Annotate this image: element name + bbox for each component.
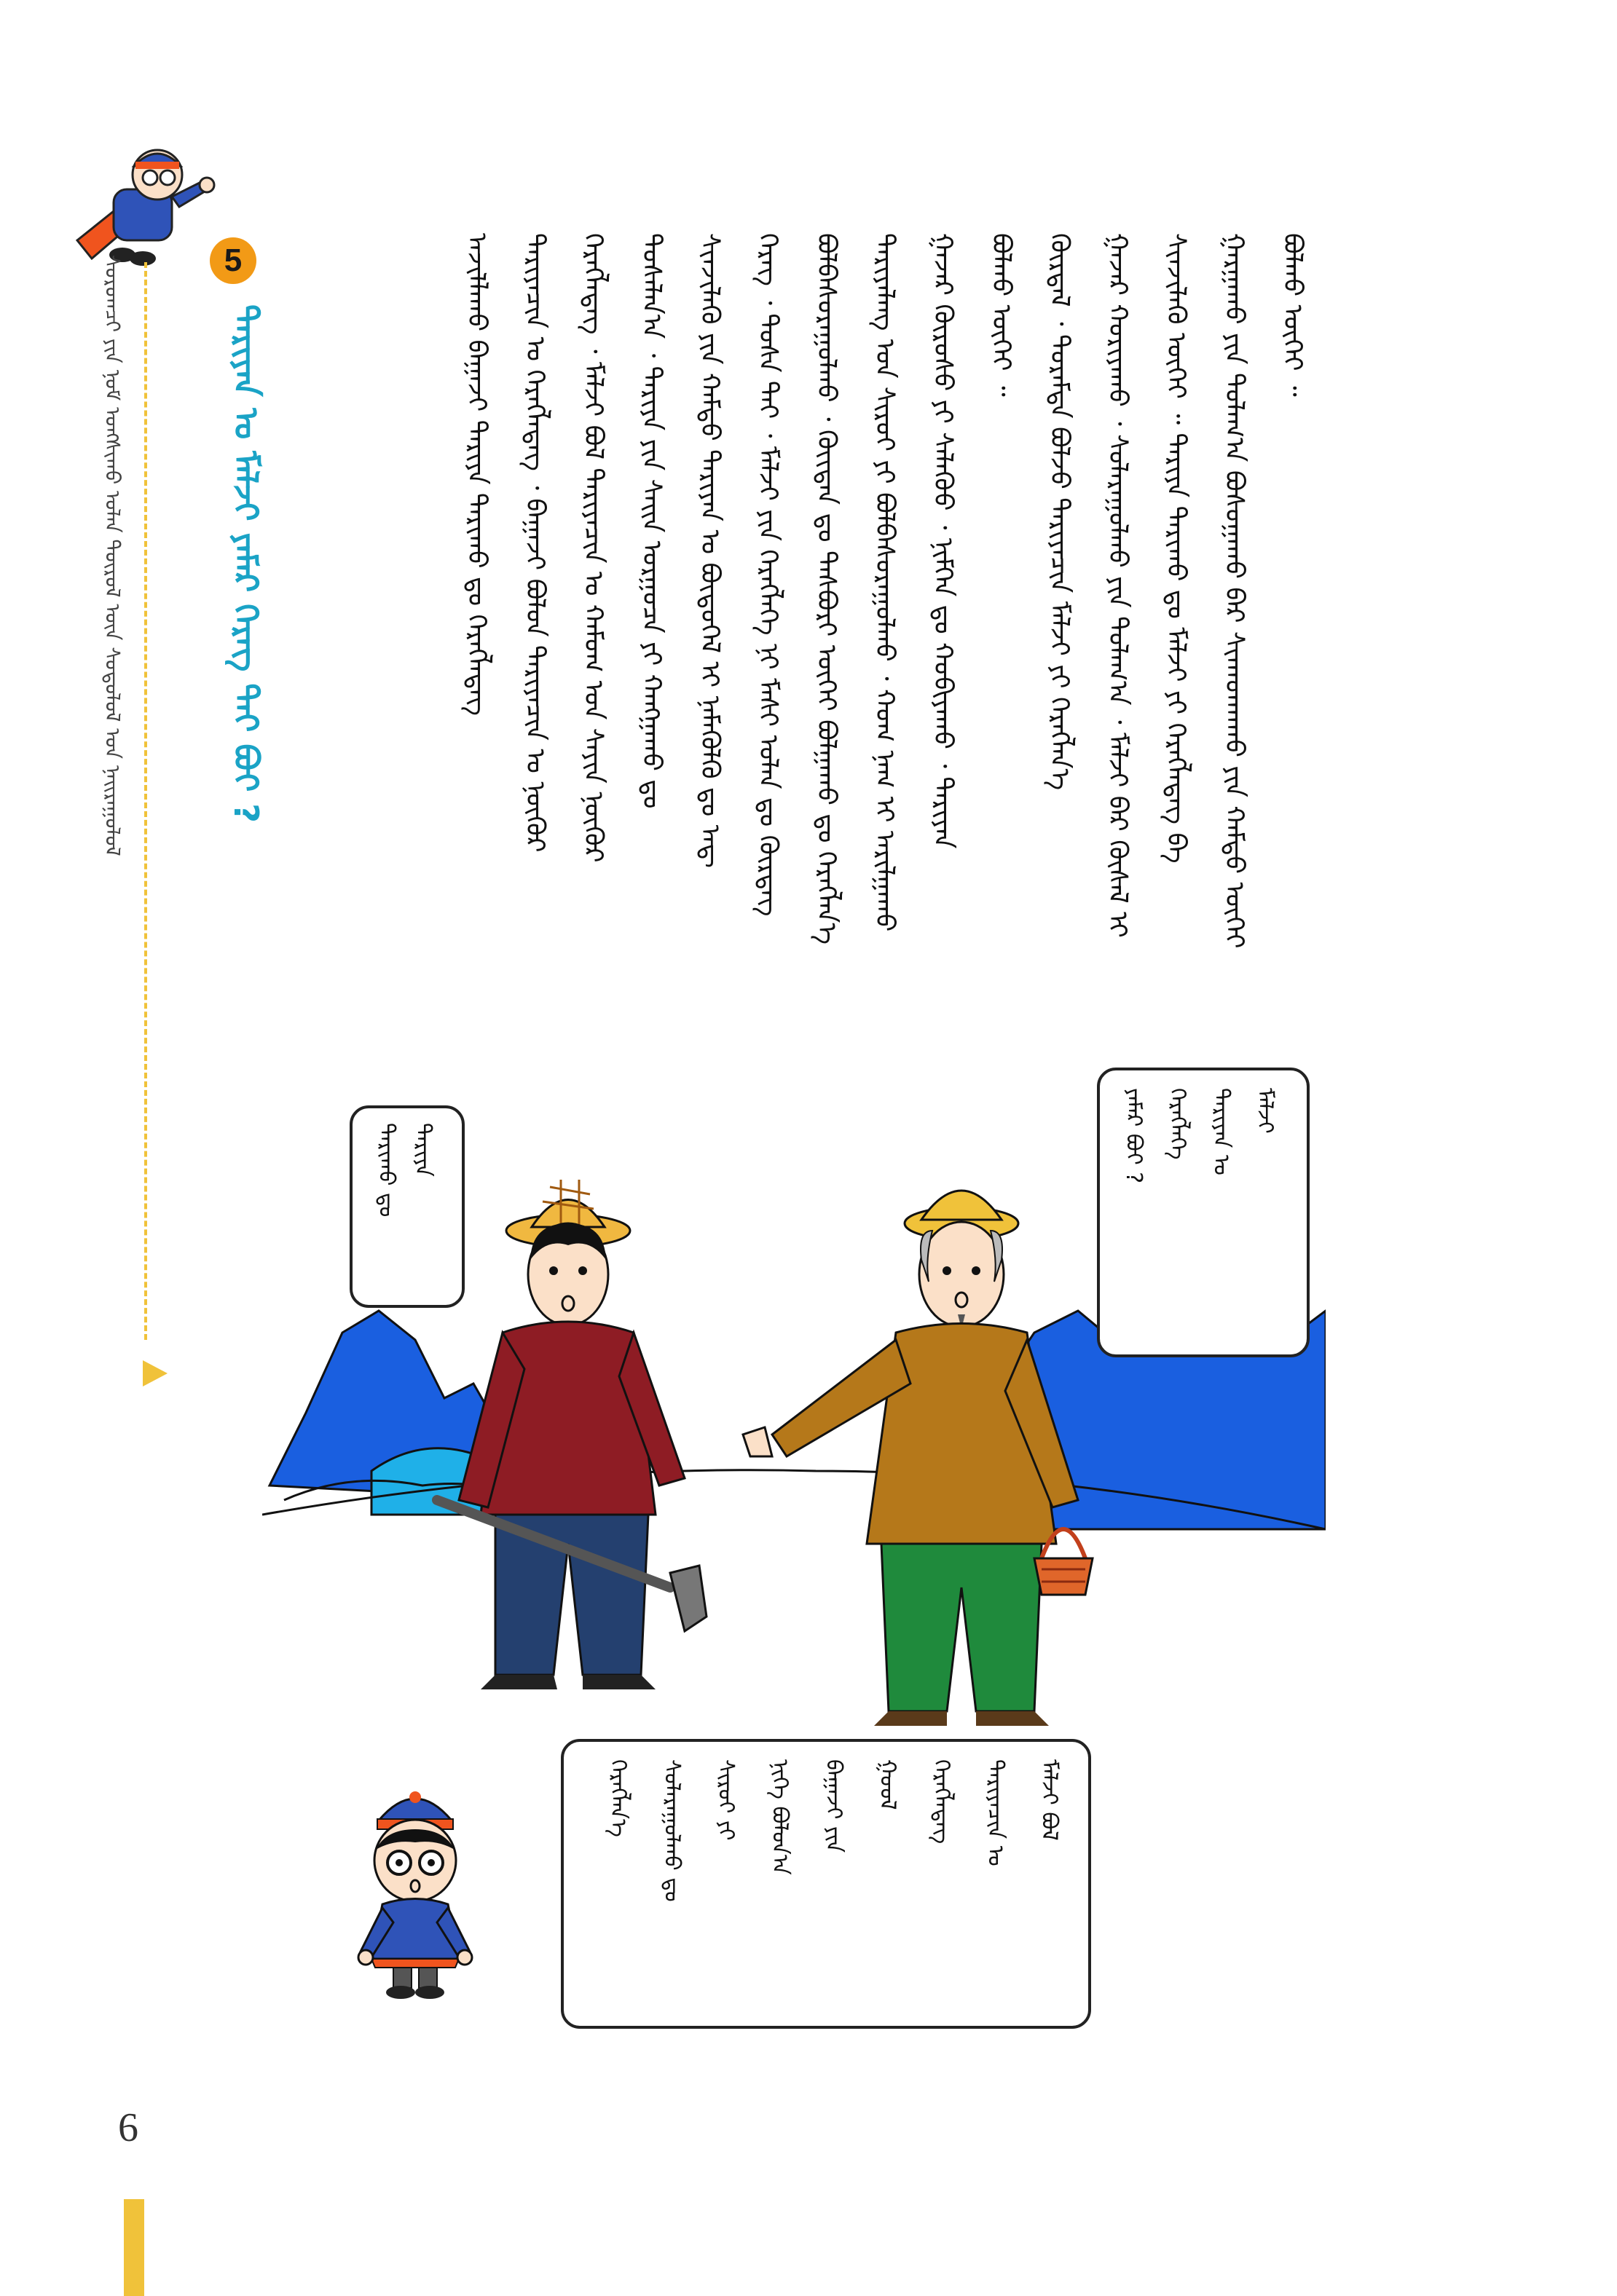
bubble-boy-line: ᠪᠠᠭᠠᠵᠢ ᠶᠢᠨ <box>821 1759 846 1853</box>
speech-bubble-farmer <box>350 1105 465 1308</box>
bubble-boy-line: ᠭᠣᠣᠯ <box>875 1759 900 1810</box>
bubble-boy-line: ᠨᠢᠭᠡ ᠪᠣᠯᠤᠨ᠎ᠠ <box>767 1759 792 1875</box>
page-number: 6 <box>118 2105 138 2150</box>
body-line: ᠪᠣᠯᠪᠠᠰᠤᠷᠠᠭᠤᠯᠬᠤ ᠂ ᠬᠦᠢᠲᠡᠨ ᠳᠤ ᠲᠡᠰᠪᠦᠷᠢ ᠦᠬᠡᠢ ᠪᠤᠯᠭᠠᠬᠤ ᠳᠤ ᠬᠡᠷᠡᠭᠯᠡᠨ᠎ᠡ <box>811 233 841 945</box>
body-line: ᠭᠠᠵᠠᠷ ᠬᠤᠷᠢᠶᠠᠬᠤ ᠂ ᠰᠤᠯᠠᠷᠠᠭᠤᠯᠬᠤ ᠶᠢᠨ ᠲᠤᠯᠠᠭ᠎ᠠ ᠂ ᠮᠠᠯᠵᠢ ᠪᠠᠷ ᠬᠥᠰᠡᠯ ᠢ <box>1103 233 1133 938</box>
body-line: ᠰᠢᠨᠵᠢᠯᠡᠬᠦ ᠦᠭᠡᠢ ᠃ ᠲᠠᠷᠢᠶᠠ ᠲᠠᠷᠢᠬᠤ ᠳᠤ ᠮᠠᠯᠵᠢ ᠶᠢ ᠬᠡᠷᠡᠭᠯᠡᠳᠡᠭ ᠪᠠ <box>1161 233 1191 864</box>
page-marker-bar <box>124 2199 144 2296</box>
body-line: ᠪᠤᠯᠬᠤ ᠦᠭᠡᠢ ᠃ <box>986 233 1016 397</box>
body-line: ᠭᠠᠷᠭᠠᠬᠤ ᠶᠢᠨ ᠲᠤᠯᠠᠭ᠎ᠠ ᠪᠤᠰᠤᠭᠠᠬᠤ ᠪᠠᠷ ᠰᠢᠬᠠᠳᠬᠠᠬᠤ ᠶᠢᠨ ᠬᠠᠮᠲᠤ ᠦᠭᠡᠢ <box>1219 233 1249 949</box>
body-line: ᠲᠤᠰᠠᠯᠠᠨ᠎ᠠ ᠂ ᠲᠠᠷᠢᠶᠠ ᠶᠢᠨ ᠰᠠᠢᠨ ᠤᠷᠭᠤᠴᠠ ᠶᠢ ᠬᠠᠩᠭᠠᠬᠤ ᠳᠤ <box>637 233 666 809</box>
section-number-badge: 5 <box>210 237 256 284</box>
bubble-elder-line: ᠮᠠᠯᠵᠢ <box>1252 1088 1278 1134</box>
speech-bubble-boy <box>561 1739 1091 2029</box>
flying-mascot <box>63 131 223 277</box>
section-title: ᠲᠠᠷᠢᠶᠠᠨ ᠤ ᠮᠠᠯᠵᠢ ᠶᠠᠮᠠᠷ ᠬᠡᠷᠡᠭ ᠲᠠᠢ ᠪᠤᠢ ? <box>227 304 266 823</box>
body-line: ᠭᠠᠵᠠᠷ ᠬᠥᠷᠦᠰᠦ ᠶᠢ ᠰᠡᠯᠡᠭᠦᠦ ᠂ ᠨᠢᠮᠭᠡᠨ ᠳᠤ ᠬᠤᠪᠢᠶᠠᠬᠤ ᠂ ᠲᠠᠷᠢᠶᠠᠨ <box>928 233 958 849</box>
body-line: ᠠᠵᠢᠯᠯᠠᠬᠤ ᠪᠠᠭᠠᠵᠢ ᠲᠠᠷᠢᠶᠠ ᠲᠠᠷᠢᠬᠤ ᠳᠤ ᠬᠡᠷᠡᠭᠯᠡᠳᠡᠭ <box>462 233 492 716</box>
bubble-boy-line: ᠬᠡᠷᠡᠭᠯᠡᠨ᠎ᠡ <box>605 1759 631 1837</box>
bubble-farmer-line: ᠲᠠᠷᠢᠬᠤ ᠳᠤ <box>374 1123 399 1218</box>
rail-arrow-icon <box>143 1360 168 1386</box>
body-line: ᠲᠠᠷᠢᠶᠠᠯᠠᠩ ᠤᠨ ᠰᠢᠷᠤᠢ ᠶᠢ ᠪᠤᠯᠪᠠᠰᠤᠷᠠᠭᠤᠯᠬᠤ ᠂ ᠬᠣᠭ ᠨᠠᠭ ᠢ ᠠᠷᠢᠯᠭᠠᠬᠤ <box>870 233 900 932</box>
bubble-farmer-line: ᠲᠠᠷᠢᠶᠠ <box>410 1123 436 1177</box>
bubble-boy-line: ᠲᠠᠷᠢᠶᠠᠴᠢᠨ ᠤ <box>983 1759 1008 1866</box>
bubble-boy-line: ᠮᠠᠯᠵᠢ ᠪᠤᠯ <box>1036 1759 1062 1841</box>
farmer-ochre-coat <box>743 1191 1093 1726</box>
boy-mascot <box>342 1777 488 2003</box>
speech-bubble-elder <box>1097 1068 1310 1357</box>
bubble-elder-line: ᠲᠠᠷᠢᠶᠠᠨ ᠤ <box>1208 1088 1234 1175</box>
bubble-elder-line: ᠶᠠᠮᠠᠷ ᠪᠤᠢ ? <box>1121 1088 1146 1184</box>
bubble-boy-line: ᠰᠢᠷᠤᠢ ᠶᠢ <box>713 1759 739 1841</box>
body-line: ᠪᠤᠯᠬᠤ ᠦᠭᠡᠢ ᠃ <box>1278 233 1307 397</box>
body-line: ᠬᠡᠷᠡᠭ ᠂ ᠲᠤᠰᠠ ᠲᠠᠢ ᠂ ᠮᠠᠯᠵᠢ ᠶᠢᠨ ᠬᠡᠷᠡᠭᠯᠡᠭᠡ ᠨᠢ ᠮᠠᠰᠢ ᠣᠯᠠᠨ ᠳᠣ ᠬᠦᠷᠳᠡᠭ <box>753 233 783 917</box>
bubble-boy-line: ᠰᠤᠯᠠᠷᠠᠭᠤᠯᠬᠤ ᠳᠤ <box>659 1759 685 1902</box>
bubble-boy-line: ᠬᠡᠷᠡᠭᠯᠡᠳᠡᠭ <box>929 1759 954 1845</box>
body-line: ᠰᠢᠨᠵᠢᠯᠡᠬᠦ ᠶᠢᠨ ᠬᠠᠮᠲᠤ ᠲᠠᠷᠢᠶᠠᠨ ᠤ ᠪᠦᠲᠦᠭᠡᠯ ᠢ ᠨᠡᠮᠡᠭᠦᠯᠬᠦ ᠳᠤ ᠠᠳ᠋ <box>695 233 725 868</box>
body-line: ᠬᠦᠷᠳᠡᠯ ᠂ ᠳᠤᠷᠠᠮᠳᠠ ᠪᠤᠯᠵᠤ ᠲᠠᠷᠢᠶᠠᠴᠢᠨ ᠮᠠᠯᠵᠢ ᠶᠢ ᠬᠡᠷᠡᠭᠯᠡᠨ᠎ᠡ <box>1044 233 1074 791</box>
bubble-elder-line: ᠬᠡᠷᠡᠭᠯᠡᠭᠡ <box>1165 1088 1190 1160</box>
dashed-rail <box>144 262 147 1340</box>
running-head: ᠰᠤᠷᠤᠭᠴᠢ ᠶᠢᠨ ᠨᠤᠮ ᠤᠩᠰᠢᠬᠤ ᠤᠯᠠᠨ ᠲᠦᠷᠦᠯ ᠦᠨ ᠰᠤᠳᠤᠯᠤᠯ ᠤᠨ ᠨᠠᠢᠷᠠᠭᠤᠯᠤᠯ <box>101 255 125 856</box>
body-line: ᠬᠡᠷᠡᠭᠯᠡᠳᠡᠭ ᠂ ᠮᠠᠯᠵᠢ ᠪᠤᠯ ᠲᠠᠷᠢᠶᠠᠴᠢᠨ ᠤ ᠬᠠᠮᠤᠭ ᠤᠨ ᠰᠠᠶᠢᠨ ᠨᠥᠬᠦᠷ <box>578 233 608 863</box>
body-line: ᠲᠠᠷᠢᠶᠠᠴᠢᠨ ᠤ ᠬᠡᠷᠡᠭᠯᠡᠳᠡᠭ ᠂ ᠪᠠᠭᠠᠵᠢ ᠪᠤᠯᠤᠨ ᠲᠠᠷᠢᠶᠠᠴᠢᠨ ᠤ ᠨᠥᠬᠦᠷ <box>520 233 550 853</box>
farmer-red-shirt <box>437 1180 707 1689</box>
